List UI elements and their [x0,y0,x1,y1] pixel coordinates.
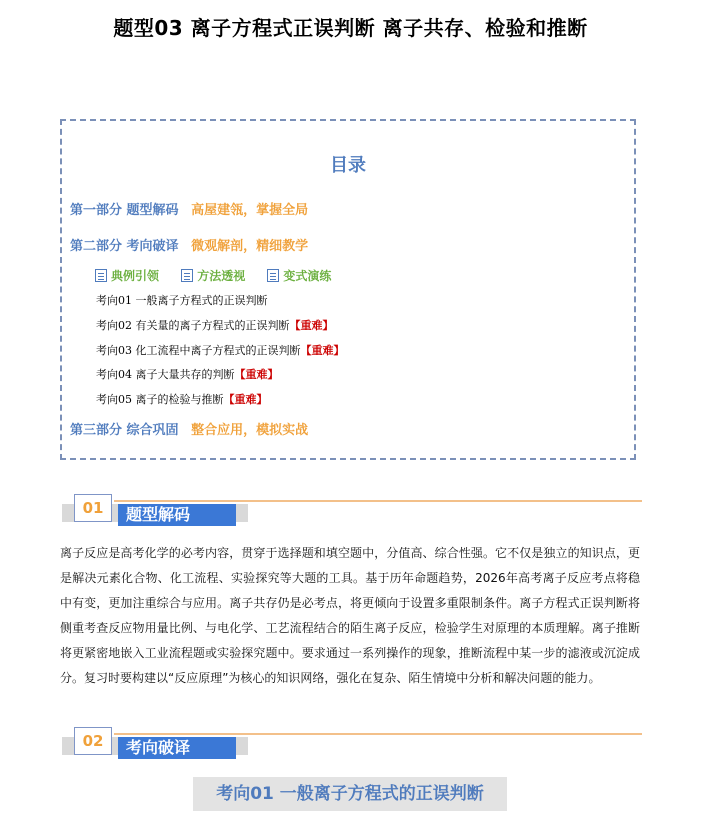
toc-title: 目录 [330,155,366,176]
toc-part-desc: 整合应用，模拟实战 [191,423,309,438]
section-title: 题型解码 [126,505,191,524]
toc-part-desc: 高屋建瓴，掌握全局 [191,203,309,218]
toc-part-desc: 微观解剖，精细教学 [191,239,309,254]
section-number: 02 [74,727,112,755]
section-title: 考向破译 [126,738,191,757]
intro-paragraph: 离子反应是高考化学的必考内容，贯穿于选择题和填空题中，分值高、综合性强。它不仅是独立的知识点，更是解决元素化合物、化工流程、实验探究等大题的工具。基于历年命题趋势，2026年高考离子反应考点将稳中有变，更加注重综合与应用。离子共存仍是必考点，将更倾向于设置多重限制条件。离子方程式正误判断将侧重考查反应物用量比例、与电化学、工艺流程结合的陌生离子反应，检验学生对原理的本质理解。离子推断将更紧密地嵌入工业流程题或实验探究题中。要求通过一系列操作的现象，推断流程中某一步的滤液或沉淀成分。复习时要构建以“反应原理”为核心的知识网络，强化在复杂、陌生情境中分析和解决问题的能力。 [60,546,640,685]
toc-part-2[interactable] [70,235,308,254]
toc-sub-items [95,267,349,285]
toc-topic-2[interactable]: 考向02 有关量的离子方程式的正误判断【重难】 [96,319,334,332]
section-divider [114,733,642,735]
toc-sub-item[interactable]: 变式演练 [267,267,331,284]
section-divider [114,500,642,502]
document-icon [267,269,279,282]
toc-part-label: 第三部分 综合巩固 [70,423,179,438]
toc-part-label: 第二部分 考向破译 [70,239,179,254]
toc-part-3[interactable] [70,419,308,438]
page-title: 题型03 离子方程式正误判断 离子共存、检验和推断 [113,16,588,40]
difficulty-tag: 【重难】 [234,368,279,381]
toc-part-label: 第一部分 题型解码 [70,203,179,218]
table-of-contents [60,119,636,460]
section-number: 01 [74,494,112,522]
subtopic-title: 考向01 一般离子方程式的正误判断 [193,777,507,811]
toc-sub-item[interactable]: 典例引领 [95,267,159,284]
toc-topic-3[interactable]: 考向03 化工流程中离子方程式的正误判断【重难】 [96,344,345,357]
toc-topic-4[interactable]: 考向04 离子大量共存的判断【重难】 [96,368,279,381]
difficulty-tag: 【重难】 [289,319,334,332]
toc-part-1[interactable] [70,199,308,218]
document-icon [181,269,193,282]
document-icon [95,269,107,282]
section-header-1 [62,494,642,528]
section-header-2 [62,727,642,761]
difficulty-tag: 【重难】 [300,344,345,357]
toc-sub-item[interactable]: 方法透视 [181,267,245,284]
difficulty-tag: 【重难】 [223,393,268,406]
toc-topic-1[interactable]: 考向01 一般离子方程式的正误判断 [96,294,268,307]
toc-topic-5[interactable]: 考向05 离子的检验与推断【重难】 [96,393,268,406]
